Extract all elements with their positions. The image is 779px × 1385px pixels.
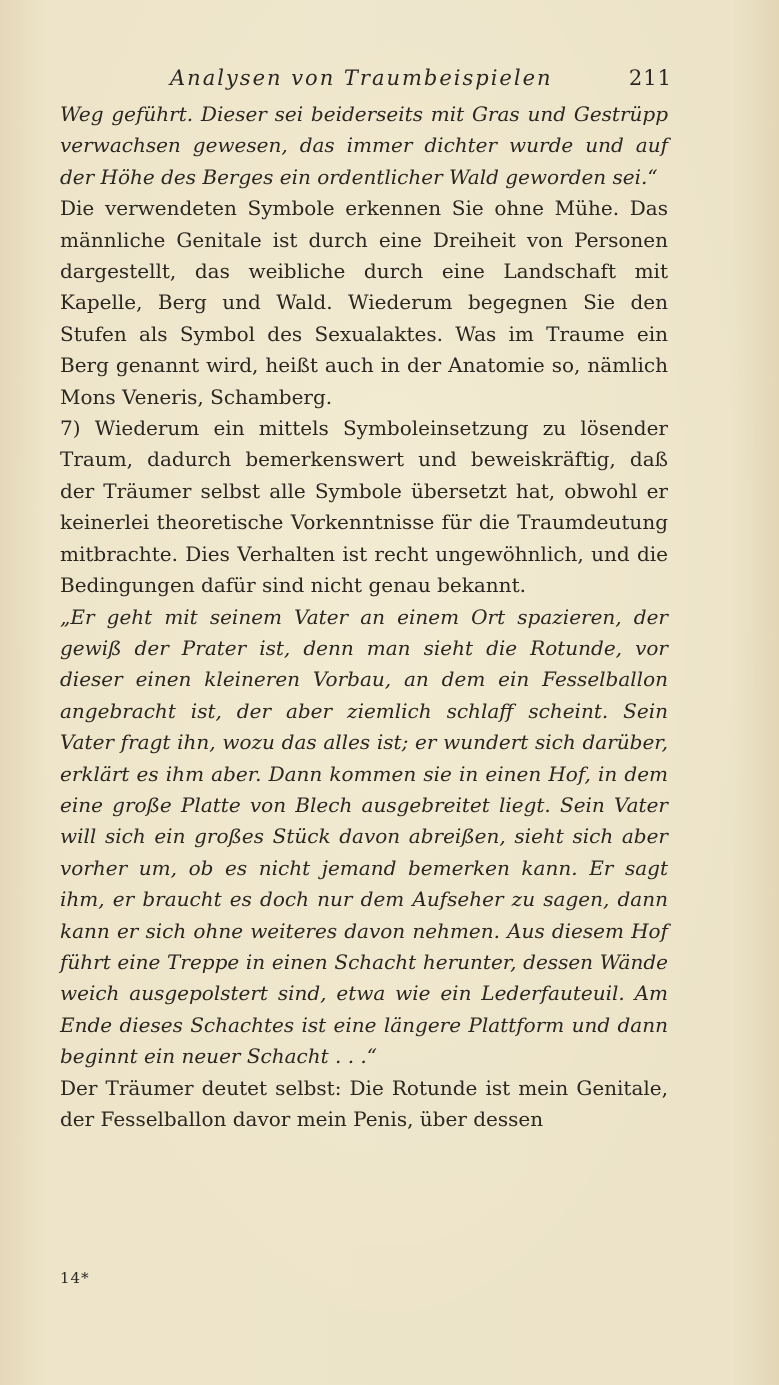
paragraph-dream-end: Weg geführt. Dieser sei beiderseits mit Gras und Gestrüpp verwachsen gewesen, das immer dichter wurde und auf der Höhe des Berges ein ordentlicher Wald geworden sei.“: [60, 102, 668, 189]
running-header: [60, 66, 672, 98]
signature-mark: 14*: [60, 1269, 90, 1287]
body-text: [60, 99, 668, 1135]
paragraph-dream-seven-intro: 7) Wiederum ein mittels Symboleinsetzung zu lösender Traum, dadurch bemerkenswert und beweiskräftig, daß der Träumer selbst alle Symbole übersetzt hat, obwohl er keinerlei theoretische Vorkenntnisse für die Traumdeutung mitbrachte. Dies Verhalten ist recht ungewöhnlich, und die Bedingungen dafür sind nicht genau bekannt.: [60, 416, 668, 598]
paragraph-symbol-explanation: Die verwendeten Symbole erkennen Sie ohne Mühe. Das männliche Genitale ist durch eine Dreiheit von Personen dargestellt, das weibliche durch eine Landschaft mit Kapelle, Berg und Wald. Wiederum begegnen Sie den Stufen als Symbol des Sexualaktes. Was im Traume ein Berg genannt wird, heißt auch in der Anatomie so, nämlich Mons Veneris, Schamberg.: [60, 196, 668, 409]
page-number: 211: [628, 66, 672, 90]
paragraph-dreamer-interpretation: Der Träumer deutet selbst: Die Rotunde ist mein Genitale, der Fesselballon davor mein Penis, über dessen: [60, 1075, 668, 1131]
paragraph-dream-seven-text: „Er geht mit seinem Vater an einem Ort spazieren, der gewiß der Prater ist, denn man sieht die Rotunde, vor dieser einen kleineren Vorbau, an dem ein Fesselballon angebracht ist, der aber ziemlich schlaff scheint. Sein Vater fragt ihn, wozu das alles ist; er wundert sich darüber, erklärt es ihm aber. Dann kommen sie in einen Hof, in dem eine große Platte von Blech ausgebreitet liegt. Sein Vater will sich ein großes Stück davon abreißen, sieht sich aber vorher um, ob es nicht jemand bemerken kann. Er sagt ihm, er braucht es doch nur dem Aufseher zu sagen, dann kann er sich ohne weiteres davon nehmen. Aus diesem Hof führt eine Treppe in einen Schacht herunter, dessen Wände weich ausgepolstert sind, etwa wie ein Lederfauteuil. Am Ende dieses Schachtes ist eine längere Plattform und dann beginnt ein neuer Schacht . . .“: [60, 604, 668, 1069]
running-title: Analysen von Traumbeispielen: [170, 66, 553, 90]
